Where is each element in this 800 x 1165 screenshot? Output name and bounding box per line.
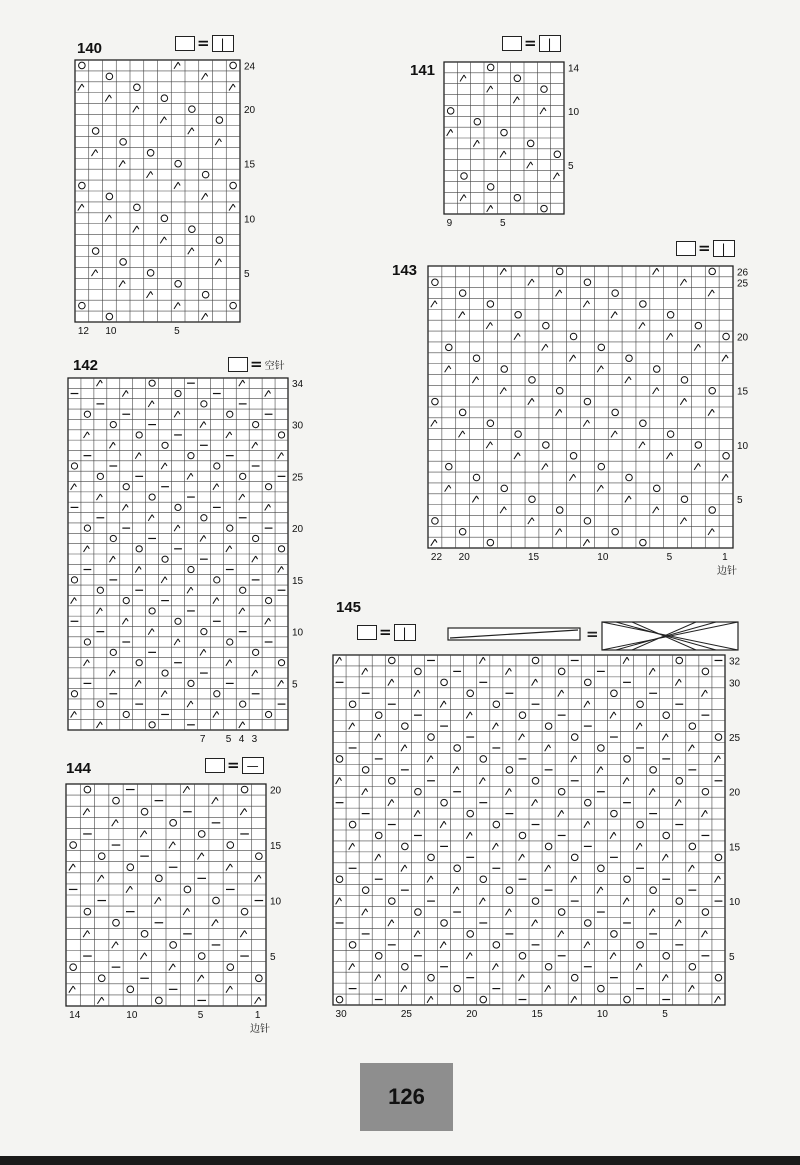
equals-sign: = — [250, 355, 263, 373]
row-tick-label: 10 — [270, 896, 282, 908]
col-tick-label: 10 — [597, 552, 609, 563]
row-tick-label: 32 — [729, 656, 741, 668]
row-tick-label: 5 — [729, 951, 735, 963]
row-tick-label: 20 — [729, 787, 741, 799]
edge-stitch-label: 边针 — [250, 1024, 270, 1035]
row-tick-label: 25 — [729, 733, 741, 745]
row-tick-label: 20 — [244, 105, 256, 117]
col-tick-label: 5 — [225, 734, 232, 745]
equals-sign: = — [698, 239, 711, 257]
col-tick-label: 14 — [69, 1010, 81, 1021]
row-tick-label: 14 — [568, 63, 580, 75]
edge-stitch-label: 边针 — [717, 566, 737, 577]
row-tick-label: 25 — [737, 278, 749, 290]
knit-stitch-icon: | — [394, 624, 416, 641]
col-tick-label: 5 — [662, 1009, 668, 1020]
chart-144-grid — [66, 784, 296, 1035]
page-number: 126 — [360, 1063, 453, 1131]
knit-stitch-icon: | — [713, 240, 735, 257]
col-tick-label: 7 — [199, 734, 206, 745]
col-tick-label: 5 — [197, 1010, 204, 1021]
empty-box-icon — [175, 36, 195, 51]
col-tick-label: 15 — [531, 1009, 543, 1020]
col-tick-label: 20 — [458, 552, 470, 563]
row-tick-label: 30 — [729, 678, 741, 690]
knit-stitch-icon: | — [539, 35, 561, 52]
col-tick-label: 15 — [527, 552, 540, 563]
row-tick-label: 26 — [737, 267, 749, 279]
col-tick-label: 1 — [254, 1010, 261, 1021]
empty-box-icon — [205, 758, 225, 773]
cable-legend — [446, 620, 742, 652]
col-tick-label: 1 — [722, 552, 728, 563]
col-tick-label: 9 — [446, 218, 453, 229]
row-tick-label: 15 — [737, 386, 749, 398]
equals-sign: = — [379, 623, 392, 641]
cable-legend-equals: = — [586, 625, 599, 643]
col-tick-label: 25 — [400, 1009, 412, 1020]
col-tick-label: 5 — [666, 552, 673, 563]
equals-sign: = — [197, 34, 210, 52]
row-tick-label: 5 — [292, 679, 298, 691]
empty-box-icon — [676, 241, 696, 256]
empty-box-icon — [228, 357, 248, 372]
row-tick-label: 30 — [292, 420, 304, 432]
row-tick-label: 15 — [292, 575, 304, 587]
row-tick-label: 20 — [270, 785, 282, 797]
row-tick-label: 15 — [270, 841, 282, 853]
row-tick-label: 5 — [568, 161, 574, 173]
row-tick-label: 15 — [244, 159, 256, 171]
row-tick-label: 24 — [244, 61, 256, 73]
col-tick-label: 30 — [335, 1009, 347, 1020]
col-tick-label: 10 — [105, 326, 117, 337]
chart-141-grid — [444, 62, 594, 232]
chart-141-legend — [502, 35, 561, 52]
empty-box-icon — [502, 36, 522, 51]
col-tick-label: 22 — [430, 552, 443, 563]
chart-145-label: 145 — [336, 599, 362, 616]
row-tick-label: 15 — [729, 842, 741, 854]
chart-142-grid — [68, 378, 308, 750]
row-tick-label: 20 — [292, 524, 304, 536]
col-tick-label: 10 — [126, 1010, 138, 1021]
row-tick-label: 5 — [270, 952, 276, 964]
empty-stitch-label: 空针 — [264, 361, 285, 372]
row-tick-label: 5 — [244, 268, 250, 280]
col-tick-label: 3 — [251, 734, 258, 745]
equals-sign: = — [524, 34, 537, 52]
row-tick-label: 5 — [737, 495, 743, 507]
chart-141-label: 141 — [410, 62, 436, 79]
chart-143-grid — [428, 266, 758, 578]
equals-sign: = — [227, 756, 240, 774]
col-tick-label: 5 — [174, 326, 180, 337]
chart-144-label: 144 — [66, 760, 92, 777]
chart-140-legend — [175, 35, 234, 52]
row-tick-label: 10 — [244, 214, 256, 226]
chart-144-legend — [205, 757, 264, 774]
col-tick-label: 12 — [77, 326, 89, 337]
chart-145-grid — [333, 655, 773, 1021]
row-tick-label: 10 — [568, 106, 580, 118]
col-tick-label: 20 — [466, 1009, 478, 1020]
chart-143-legend — [676, 240, 735, 257]
row-tick-label: 10 — [737, 440, 749, 452]
chart-145-legend — [357, 624, 416, 641]
empty-box-icon — [357, 625, 377, 640]
row-tick-label: 20 — [737, 332, 749, 344]
purl-stitch-icon: — — [242, 757, 264, 774]
knit-stitch-icon: | — [212, 35, 234, 52]
row-tick-label: 10 — [292, 627, 304, 639]
col-tick-label: 4 — [238, 734, 245, 745]
chart-140-label: 140 — [77, 40, 103, 57]
row-tick-label: 10 — [729, 897, 741, 909]
col-tick-label: 5 — [500, 218, 506, 229]
col-tick-label: 10 — [596, 1009, 608, 1020]
page-bottom-edge — [0, 1156, 800, 1165]
chart-140-grid — [75, 60, 265, 335]
row-tick-label: 25 — [292, 472, 304, 484]
chart-143-label: 143 — [392, 262, 418, 279]
row-tick-label: 34 — [292, 379, 304, 391]
chart-142-label: 142 — [73, 357, 99, 374]
chart-142-legend — [228, 357, 285, 372]
